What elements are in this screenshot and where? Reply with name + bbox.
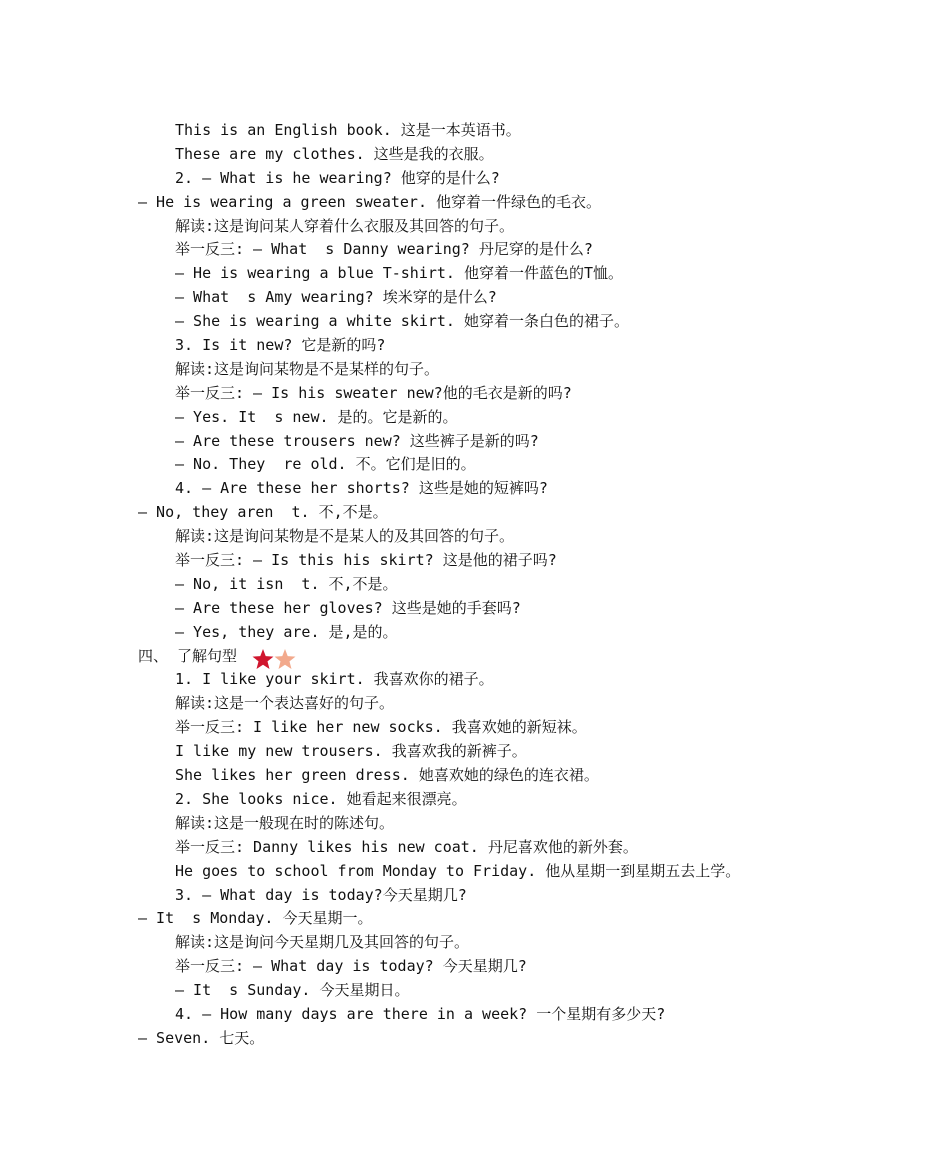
- text-line: [0, 334, 950, 358]
- text-line: [0, 692, 950, 716]
- line-text: 3. Is it new? 它是新的吗?: [175, 336, 386, 355]
- line-text: I like my new trousers. 我喜欢我的新裤子。: [175, 742, 527, 761]
- line-text: 1. I like your skirt. 我喜欢你的裙子。: [175, 670, 494, 689]
- line-text: 举一反三: I like her new socks. 我喜欢她的新短袜。: [175, 718, 587, 737]
- line-text: — What s Amy wearing? 埃米穿的是什么?: [175, 288, 497, 307]
- line-text: 4. — Are these her shorts? 这些是她的短裤吗?: [175, 479, 548, 498]
- section-heading: [0, 645, 950, 669]
- line-text: — Are these her gloves? 这些是她的手套吗?: [175, 598, 521, 617]
- line-text: — It s Sunday. 今天星期日。: [175, 981, 410, 1000]
- text-line: [0, 931, 950, 955]
- text-line: [0, 310, 950, 334]
- line-text: — She is wearing a white skirt. 她穿着一条白色的裙子。: [175, 312, 629, 331]
- text-line: [0, 1027, 950, 1051]
- line-text: 2. She looks nice. 她看起来很漂亮。: [175, 789, 467, 808]
- line-text: 2. — What is he wearing? 他穿的是什么?: [175, 168, 500, 187]
- text-line: [0, 621, 950, 645]
- text-line: [0, 549, 950, 573]
- text-line: [0, 286, 950, 310]
- text-line: [0, 143, 950, 167]
- star-filled-icon: [251, 648, 275, 670]
- line-text: This is an English book. 这是一本英语书。: [175, 121, 521, 139]
- line-text: 4. — How many days are there in a week? 一个星期有多少天?: [175, 1004, 666, 1023]
- line-text: 解读:这是询问某物是不是某样的句子。: [175, 359, 440, 378]
- text-line: [0, 477, 950, 501]
- text-line: [0, 238, 950, 262]
- text-line: [0, 262, 950, 286]
- line-text: — No, they aren t. 不,不是。: [138, 503, 388, 522]
- text-line: [0, 430, 950, 454]
- text-line: [0, 573, 950, 597]
- text-line: [0, 167, 950, 191]
- text-line: [0, 668, 950, 692]
- line-text: 解读:这是询问某物是不是某人的及其回答的句子。: [175, 527, 515, 546]
- text-line: [0, 764, 950, 788]
- text-line: [0, 597, 950, 621]
- line-text: — No. They re old. 不。它们是旧的。: [175, 455, 476, 474]
- line-text: — Are these trousers new? 这些裤子是新的吗?: [175, 431, 539, 450]
- line-text: These are my clothes. 这些是我的衣服。: [175, 144, 494, 163]
- text-line: [0, 884, 950, 908]
- line-text: — He is wearing a green sweater. 他穿着一件绿色的毛衣。: [138, 192, 602, 211]
- text-line: [0, 358, 950, 382]
- line-text: 举一反三: — What s Danny wearing? 丹尼穿的是什么?: [175, 240, 593, 259]
- text-line: [0, 907, 950, 931]
- text-line: [0, 119, 950, 143]
- text-line: [0, 453, 950, 477]
- line-text: 解读:这是一个表达喜好的句子。: [175, 694, 395, 713]
- document-page: [0, 119, 950, 1051]
- line-text: — Yes, they are. 是,是的。: [175, 622, 398, 641]
- line-text: 解读:这是询问今天星期几及其回答的句子。: [175, 933, 470, 952]
- line-text: — He is wearing a blue T-shirt. 他穿着一件蓝色的T恤。: [175, 264, 624, 283]
- text-line: [0, 215, 950, 239]
- line-text: 举一反三: — Is his sweater new?他的毛衣是新的吗?: [175, 383, 572, 402]
- text-line: [0, 191, 950, 215]
- line-text: 举一反三: — Is this his skirt? 这是他的裙子吗?: [175, 551, 557, 570]
- text-line: [0, 382, 950, 406]
- line-text: 解读:这是一般现在时的陈述句。: [175, 813, 395, 832]
- line-text: She likes her green dress. 她喜欢她的绿色的连衣裙。: [175, 766, 599, 785]
- star-light-icon: [273, 648, 297, 670]
- text-line: [0, 406, 950, 430]
- text-line: [0, 955, 950, 979]
- text-line: [0, 501, 950, 525]
- line-text: 四、 了解句型: [138, 646, 238, 665]
- text-line: [0, 836, 950, 860]
- text-line: [0, 860, 950, 884]
- line-text: 举一反三: — What day is today? 今天星期几?: [175, 957, 527, 976]
- text-line: [0, 525, 950, 549]
- line-text: 3. — What day is today?今天星期几?: [175, 885, 467, 904]
- text-line: [0, 812, 950, 836]
- line-text: 解读:这是询问某人穿着什么衣服及其回答的句子。: [175, 216, 515, 235]
- line-text: — Yes. It s new. 是的。它是新的。: [175, 407, 458, 426]
- line-text: — It s Monday. 今天星期一。: [138, 909, 373, 928]
- line-text: — No, it isn t. 不,不是。: [175, 574, 398, 593]
- line-text: — Seven. 七天。: [138, 1028, 265, 1047]
- text-line: [0, 740, 950, 764]
- line-text: 举一反三: Danny likes his new coat. 丹尼喜欢他的新外套。: [175, 837, 638, 856]
- text-line: [0, 788, 950, 812]
- text-line: [0, 1003, 950, 1027]
- text-line: [0, 979, 950, 1003]
- text-line: [0, 716, 950, 740]
- line-text: He goes to school from Monday to Friday. 他从星期一到星期五去上学。: [175, 861, 741, 880]
